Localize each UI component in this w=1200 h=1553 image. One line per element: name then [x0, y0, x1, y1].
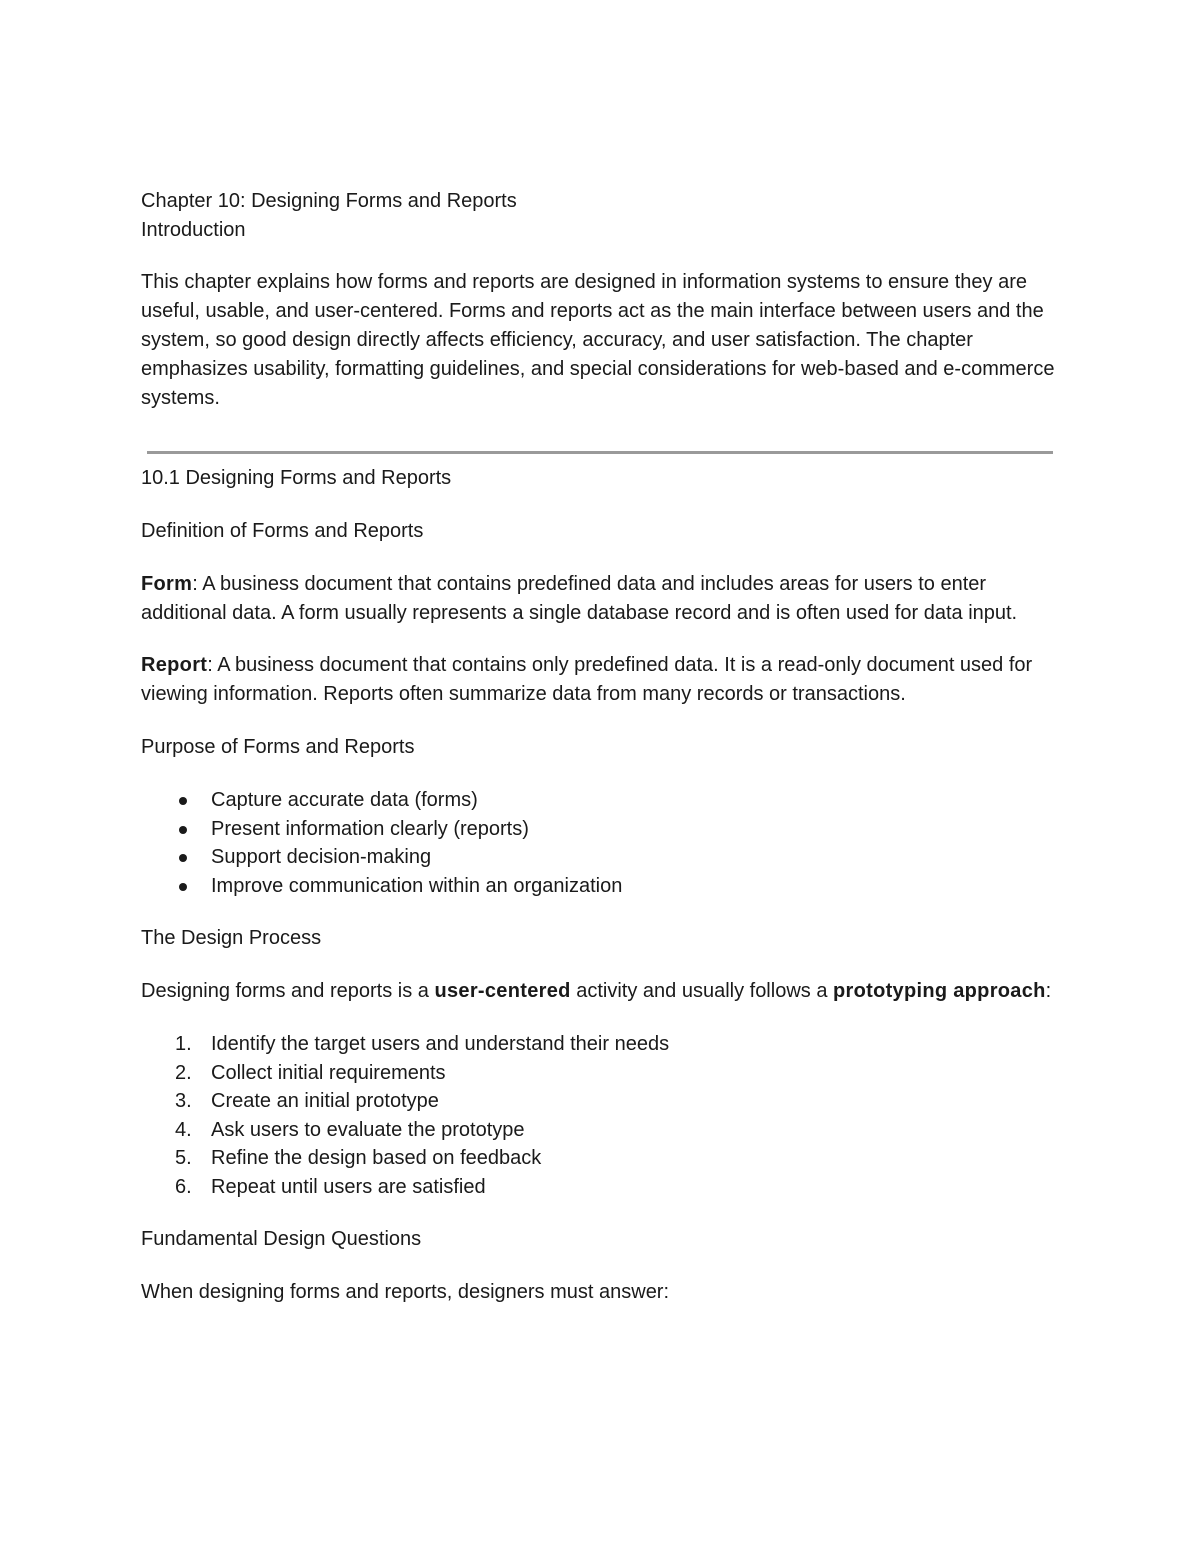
list-item: Present information clearly (reports) [141, 815, 1066, 844]
section-title: 10.1 Designing Forms and Reports [141, 467, 452, 489]
report-definition: : A business document that contains only predefined data. It is a read-only document used for viewing information. Reports often summarize data from many records or transactions. [141, 654, 1033, 705]
purpose-list [141, 786, 1066, 900]
definition-heading: Definition of Forms and Reports [141, 520, 424, 542]
list-item: 1. Identify the target users and understand their needs [141, 1030, 1066, 1059]
report-term: Report [141, 654, 208, 676]
user-centered-term: user-centered [434, 980, 571, 1002]
process-intro-paragraph: Designing forms and reports is a user-centered activity and usually follows a prototyping approach: [141, 980, 1052, 1002]
step-number: 5. [175, 1147, 192, 1169]
chapter-title: Chapter 10: Designing Forms and Reports [141, 190, 517, 212]
step-number: 3. [175, 1090, 192, 1112]
process-steps-list [141, 1030, 1066, 1201]
step-number: 1. [175, 1033, 192, 1055]
list-item: Support decision-making [141, 843, 1066, 872]
bullet-icon [179, 854, 187, 862]
document-body [141, 187, 1066, 1307]
intro-paragraph: This chapter explains how forms and reports are designed in information systems to ensure they are useful, usable, and user-centered. Forms and reports act as the main interface between users and the system, so good design directly affects efficiency, accuracy, and user satisfaction. The chapter emphasizes usability, formatting guidelines, and special considerations for web-based and e-commerce systems. [141, 271, 1055, 409]
purpose-heading: Purpose of Forms and Reports [141, 736, 415, 758]
list-item: 3. Create an initial prototype [141, 1087, 1066, 1116]
list-item: 2. Collect initial requirements [141, 1059, 1066, 1088]
list-item: Capture accurate data (forms) [141, 786, 1066, 815]
step-number: 4. [175, 1118, 192, 1141]
list-item: Improve communication within an organization [141, 872, 1066, 901]
report-definition-paragraph [141, 651, 1066, 709]
list-item: 5. Refine the design based on feedback [141, 1144, 1066, 1173]
questions-heading: Fundamental Design Questions [141, 1228, 422, 1250]
list-item: 4. Ask users to evaluate the prototype [141, 1116, 1066, 1145]
bullet-icon [179, 883, 187, 891]
horizontal-divider [147, 451, 1053, 454]
prototyping-approach-term: prototyping approach [833, 980, 1046, 1002]
form-term: Form [141, 573, 193, 595]
process-heading: The Design Process [141, 927, 322, 949]
intro-heading: Introduction [141, 219, 246, 241]
step-number: 2. [175, 1061, 192, 1084]
list-item: 6. Repeat until users are satisfied [141, 1173, 1066, 1202]
questions-intro: When designing forms and reports, designers must answer: [141, 1281, 670, 1303]
form-definition-paragraph [141, 570, 1066, 628]
form-definition: : A business document that contains predefined data and includes areas for users to enter additional data. A form usually represents a single database record and is often used for data input. [141, 573, 1018, 624]
bullet-icon [179, 797, 187, 805]
bullet-icon [179, 826, 187, 834]
step-number: 6. [175, 1175, 192, 1198]
